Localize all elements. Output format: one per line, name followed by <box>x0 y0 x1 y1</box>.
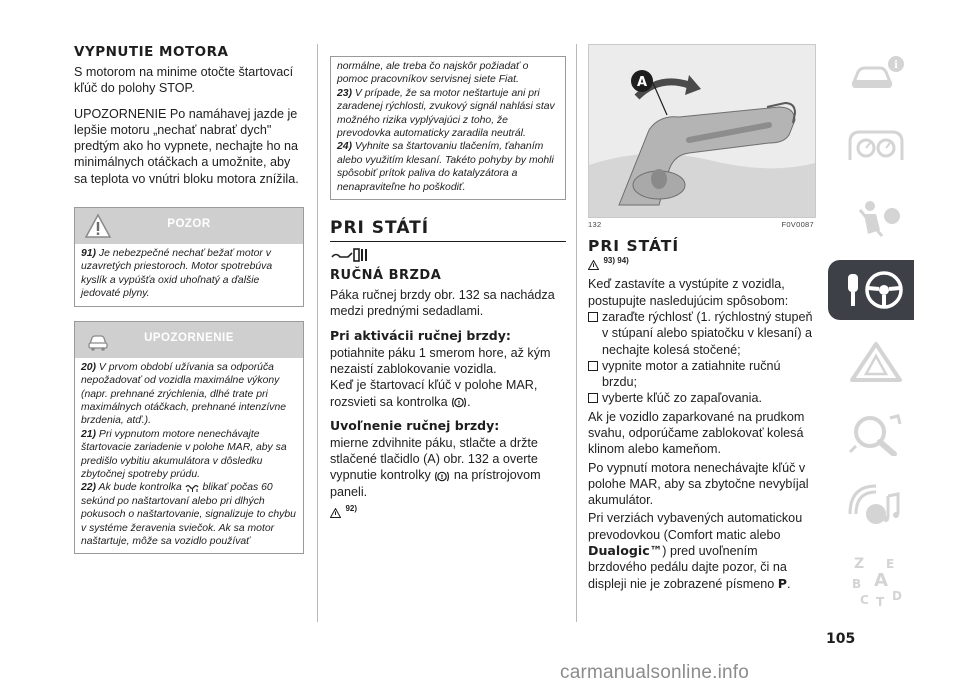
caution-item: 20) V prvom období užívania sa odporúča nepožadovať od vozidla maximálne výkony (napr. prehnané zrýchlenia, dlhé trate pri maximálnych otáčkach, prehnané intenzívne brzdenia, atď.). <box>81 361 287 427</box>
section-heading-parking: PRI STÁTÍ <box>330 218 430 239</box>
subheading-activation: Pri aktivácii ručnej brzdy: <box>330 327 511 343</box>
svg-text:!: ! <box>457 398 461 407</box>
column-divider-right <box>576 44 577 622</box>
svg-text:i: i <box>894 60 898 71</box>
warning-text <box>75 244 303 306</box>
chapter-tab-dashboard[interactable] <box>828 116 914 176</box>
reference-row <box>330 504 566 522</box>
car-info-icon <box>846 52 906 96</box>
list-item: vyberte kľúč zo zapaľovania. <box>588 390 814 406</box>
chapter-tab-starting-driving[interactable] <box>828 260 914 320</box>
paragraph: Po vypnutí motora nenechávajte kľúč v polohe MAR, aby sa zbytočne nevybíjal akumulátor. <box>588 460 809 508</box>
airbag-safety-icon <box>846 196 906 240</box>
warning-box <box>74 207 304 307</box>
caution-item: 22) Ak bude kontrolka blikať počas 60 sekúnd po naštartovaní alebo pri dlhých pokusoch o naštartovanie, signalizuje to chybu v systéme žeravenia sviečok. Ak sa motor naštartuje, môže sa vozidlo používať <box>81 482 296 547</box>
column-engine-stop <box>74 44 304 554</box>
radio-music-icon <box>846 484 906 528</box>
svg-text:C: C <box>860 593 869 607</box>
figure-code: F0V0087 <box>781 220 814 229</box>
chapter-tab-car-info[interactable] <box>828 44 914 104</box>
paragraph: Pri verziách vybavených automatickou prevodovkou (Comfort matic alebo Dualogic™) pred uvoľnením brzdového pedálu dajte pozor, či na displeji nie je zobrazené písmeno P. <box>588 511 803 591</box>
paragraph: Keď je štartovací kľúč v polohe MAR, rozsvieti sa kontrolka ! . <box>330 378 538 409</box>
svg-text:Z: Z <box>854 556 865 572</box>
paragraph: UPOZORNENIE Po namáhavej jazde je lepšie motoru „nechať nabrať dych" predtým ako ho vypnete, nechajte ho na minimálnych otáčkach a umožnite, aby sa teplota vo vnútri bloku motora znížila. <box>74 106 299 186</box>
chapter-tab-safety[interactable] <box>828 188 914 248</box>
chapter-tab-maintenance[interactable] <box>828 404 914 464</box>
paragraph: potiahnite páku 1 smerom hore, až kým nezaistí zablokovanie vozidla. <box>330 345 551 376</box>
paragraph: Keď zastavíte a vystúpite z vozidla, postupujte nasledujúcim spôsobom: <box>588 277 789 308</box>
chapter-tab-multimedia[interactable] <box>828 476 914 536</box>
watermark-text: carmanualsonline.info <box>560 662 750 683</box>
column-parking-brake <box>330 44 566 522</box>
warning-triangle-icon <box>588 260 599 270</box>
column-divider-left <box>317 44 318 622</box>
figure-handbrake-lever <box>588 44 816 218</box>
warning-header <box>75 208 303 244</box>
svg-text:T: T <box>876 595 885 609</box>
section-heading-parking: PRI STÁTÍ <box>588 237 680 255</box>
brake-warning-icon <box>434 470 450 483</box>
notes-box <box>330 56 566 200</box>
heading-rule <box>330 241 566 242</box>
figure-caption <box>588 220 814 229</box>
svg-text:E: E <box>886 557 895 571</box>
brake-warning-icon <box>451 396 467 409</box>
reference-numbers: 93) 94) <box>603 256 629 265</box>
column-parking <box>588 44 814 592</box>
warning-triangle-icon <box>846 340 906 384</box>
caution-title: UPOZORNENIE <box>144 331 234 344</box>
caution-item: 21) Pri vypnutom motore nenechávajte štartovacie zariadenie v polohe MAR, aby sa predišlo vybitiu akumulátora v dôsledku zbytočnej spotreby prúdu. <box>81 428 287 480</box>
note-item: normálne, ale treba čo najskôr požiadať o pomoc pracovníkov servisnej siete Fiat. <box>337 61 529 86</box>
figure-number: 132 <box>588 220 602 229</box>
svg-text:B: B <box>852 577 862 591</box>
page-number: 105 <box>826 631 856 647</box>
steering-key-icon <box>846 268 906 312</box>
warning-item: 91) Je nebezpečné nechať bežať motor v uzavretých priestoroch. Motor spotrebúva kyslík a vypúšťa oxid uhoľnatý a ďalšie jedovaté plyny. <box>81 248 273 300</box>
svg-text:D: D <box>892 589 902 603</box>
warning-title: POZOR <box>167 218 211 231</box>
caution-box <box>74 321 304 555</box>
note-item: 23) V prípade, že sa motor neštartuje ani pri zaradenej rýchlosti, zvukový signál nahlási stav možného rizika vyplývajúci z toho, že prevodovka automaticky zaradila neutrál. <box>337 87 555 140</box>
handbrake-illustration <box>589 45 815 217</box>
subheading-release: Uvoľnenie ručnej brzdy: <box>330 417 500 433</box>
warning-triangle-icon <box>330 508 341 518</box>
paragraph: Ak je vozidlo zaparkované na prudkom svahu, odporúčame zablokovať kolesá klinom alebo kameňom. <box>588 409 805 457</box>
chapter-tab-index[interactable] <box>828 548 914 608</box>
note-item: 24) Vyhnite sa štartovaniu tlačením, ťahaním alebo využitím klesaní. Takéto pohyby by mohli spôsobiť prítok paliva do katalyzátora a nenapraviteľne ho poškodiť. <box>337 141 554 193</box>
fuel-pump-oil-icon <box>330 246 370 264</box>
svg-text:A: A <box>874 570 888 591</box>
reference-number: 92) <box>345 504 358 514</box>
caution-header <box>75 322 303 358</box>
paragraph: Páka ručnej brzdy obr. 132 sa nachádza medzi prednými sedadlami. <box>330 288 555 319</box>
wrench-tools-icon <box>846 412 906 456</box>
list-item: vypnite motor a zatiahnite ručnú brzdu; <box>588 358 814 391</box>
dashboard-icon <box>846 124 906 168</box>
alphabet-index-icon <box>846 550 906 610</box>
subsection-heading-handbrake: RUČNÁ BRZDA <box>330 268 442 284</box>
chapter-tab-warnings[interactable] <box>828 332 914 392</box>
paragraph: mierne zdvihnite páku, stlačte a držte stlačené tlačidlo (A) obr. 132 a overte vypnutie kontrolky ! na prístrojovom paneli. <box>330 435 541 499</box>
caution-text <box>75 358 303 554</box>
list-item: zaraďte rýchlosť (1. rýchlostný stupeň v stúpaní alebo spiatočku v klesaní) a nechajte kolesá stočené; <box>588 309 814 358</box>
svg-text:!: ! <box>440 472 444 481</box>
glow-plug-icon <box>185 483 200 492</box>
section-heading-engine-stop: VYPNUTIE MOTORA <box>74 44 229 60</box>
reference-row <box>588 256 814 274</box>
figure-callout-label: A <box>636 75 648 90</box>
paragraph: S motorom na minime otočte štartovací kľúč do polohy STOP. <box>74 65 294 96</box>
